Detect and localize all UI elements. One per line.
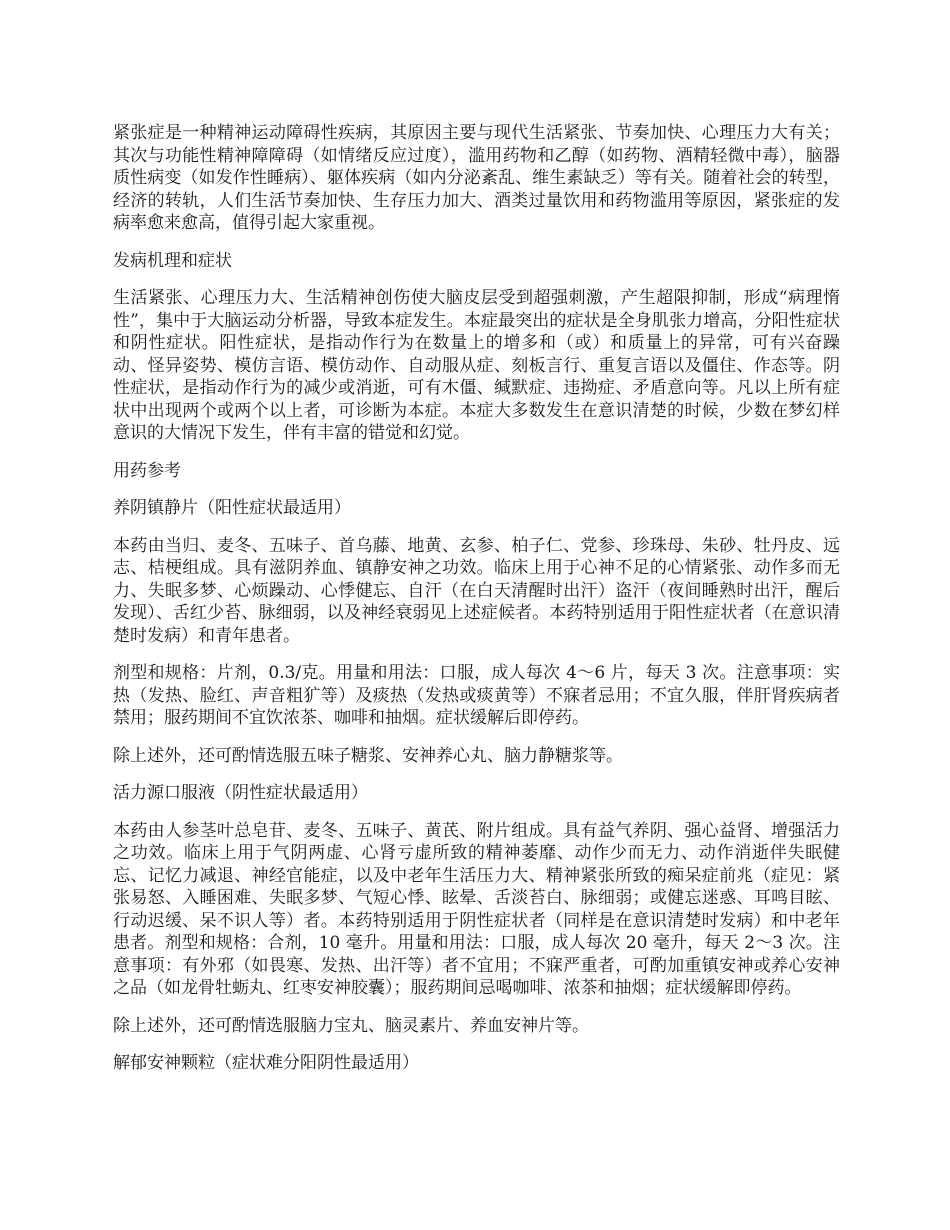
drug-heading-yangyin: 养阴镇静片（阳性症状最适用） [113, 498, 351, 518]
huoliyuan-description-paragraph: 本药由人参茎叶总皂苷、麦冬、五味子、黄芪、附片组成。具有益气养阴、强心益肾、增强活力之功效。临床上用于气阴两虚、心肾亏虚所致的精神萎靡、动作少而无力、动作消逝伴失眠健忘、记忆力减退、神经官能症，以及中老年生活压力大、精神紧张所致的痴呆症前兆（症见：紧张易怒、入睡困难、失眠多梦、气短心悸、眩晕、舌淡苔白、脉细弱；或健忘迷惑、耳鸣目眩、行动迟缓、呆不识人等）者。本药特别适用于阴性症状者（同样是在意识清楚时发病）和中老年患者。剂型和规格：合剂，10 毫升。用量和用法：口服，成人每次 20 毫升，每天 2～3 次。注意事项：有外邪（如畏寒、发热、出汗等）者不宜用；不寐严重者，可酌加重镇安神或养心安神之品（如龙骨牡蛎丸、红枣安神胶囊）；服药期间忌喝咖啡、浓茶和抽烟；症状缓解即停药。 [113, 820, 840, 998]
huoliyuan-alternatives-paragraph: 除上述外，还可酌情选服脑力宝丸、脑灵素片、养血安神片等。 [113, 1015, 589, 1036]
drug-heading-jieyu: 解郁安神颗粒（症状难分阳阴性最适用） [113, 1053, 419, 1073]
section-heading-medication: 用药参考 [113, 460, 181, 481]
document-page [113, 122, 840, 1090]
drug-heading-huoliyuan: 活力源口服液（阴性症状最适用） [113, 783, 368, 803]
pathogenesis-paragraph: 生活紧张、心理压力大、生活精神创伤使大脑皮层受到超强刺激，产生超限抑制，形成“病理惰性”，集中于大脑运动分析器，导致本症发生。本症最突出的症状是全身肌张力增高，分阳性症状和阴性症状。阳性症状，是指动作行为在数量上的增多和（或）和质量上的异常，可有兴奋躁动、怪异姿势、模仿言语、模仿动作、自动服从症、刻板言行、重复言语以及僵住、作态等。阴性症状，是指动作行为的减少或消逝，可有木僵、缄默症、违拗症、矛盾意向等。凡以上所有症状中出现两个或两个以上者，可诊断为本症。本症大多数发生在意识清楚的时候，少数在梦幻样意识的大情况下发生，伴有丰富的错觉和幻觉。 [113, 288, 840, 443]
yangyin-description-paragraph: 本药由当归、麦冬、五味子、首乌藤、地黄、玄参、柏子仁、党参、珍珠母、朱砂、牡丹皮、远志、桔梗组成。具有滋阴养血、镇静安神之功效。临床上用于心神不足的心情紧张、动作多而无力、失眠多梦、心烦躁动、心悸健忘、自汗（在白天清醒时出汗）盗汗（夜间睡熟时出汗，醒后发现）、舌红少苔、脉细弱，以及神经衰弱见上述症候者。本药特别适用于阳性症状者（在意识清楚时发病）和青年患者。 [113, 535, 840, 646]
section-heading-pathogenesis: 发病机理和症状 [113, 250, 232, 271]
yangyin-dosage-paragraph: 剂型和规格：片剂，0.3/克。用量和用法：口服，成人每次 4～6 片，每天 3 次。注意事项：实热（发热、脸红、声音粗犷等）及痰热（发热或痰黄等）不寐者忌用；不宜久服，伴肝肾疾病者禁用；服药期间不宜饮浓茶、咖啡和抽烟。症状缓解后即停药。 [113, 663, 840, 728]
yangyin-alternatives-paragraph: 除上述外，还可酌情选服五味子糖浆、安神养心丸、脑力静糖浆等。 [113, 745, 623, 766]
intro-paragraph: 紧张症是一种精神运动障碍性疾病，其原因主要与现代生活紧张、节奏加快、心理压力大有关；其次与功能性精神障障碍（如情绪反应过度），滥用药物和乙醇（如药物、酒精轻微中毒），脑器质性病变（如发作性睡病）、躯体疾病（如内分泌紊乱、维生素缺乏）等有关。随着社会的转型，经济的转轨，人们生活节奏加快、生存压力加大、酒类过量饮用和药物滥用等原因，紧张症的发病率愈来愈高，值得引起大家重视。 [113, 123, 840, 233]
